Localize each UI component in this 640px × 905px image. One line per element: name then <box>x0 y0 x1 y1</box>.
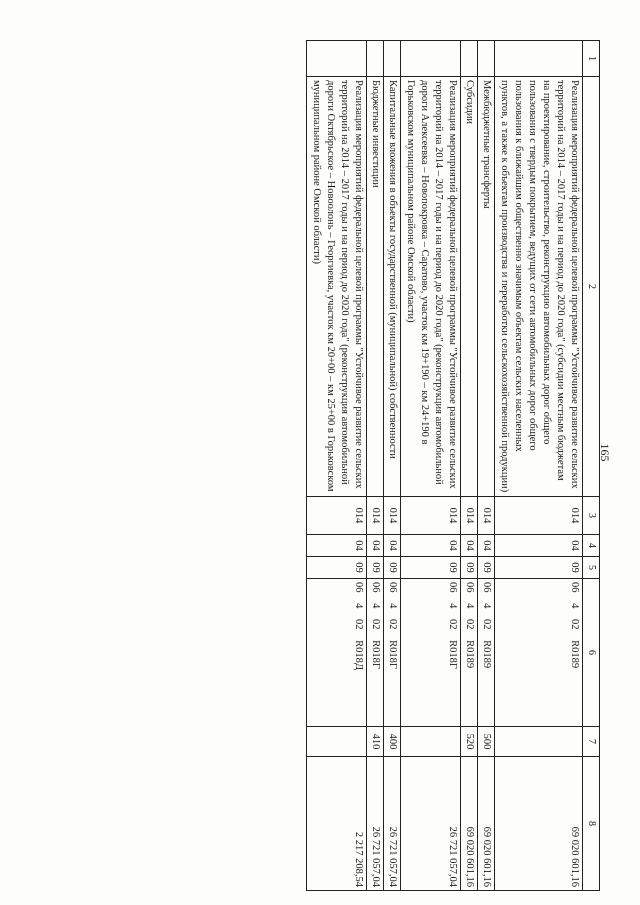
section-code-cell: 04 <box>495 535 583 557</box>
section-code-cell: 04 <box>461 535 478 557</box>
header-cell: 4 <box>583 535 600 557</box>
item-name-cell: Реализация мероприятий федеральной целевой программы "Устойчивое развитие сельских территорий на 2014 – 2017 годы и на период до 2020 года" (субсидии местным бюджетам на проектирование, строительство, реконструкцию автомобильных дорог общего пользования с твердым покрытием, ведущих от сети автомобильных дорог общего пользования к ближайшим общественно значимым объектам сельских населенных пунктов, а также к объектам производства и переработки сельскохозяйственной продукции) <box>495 77 583 497</box>
amount-cell: 69 020 601,16 <box>478 757 495 891</box>
header-cell: 7 <box>583 727 600 757</box>
section-code-cell: 04 <box>384 535 401 557</box>
table-row <box>495 41 583 891</box>
section-code-cell: 04 <box>478 535 495 557</box>
amount-cell: 26 721 057,04 <box>401 757 461 891</box>
amount-cell: 26 721 057,04 <box>367 757 384 891</box>
expense-type-cell: 400 <box>384 727 401 757</box>
ministry-code-cell: 014 <box>478 497 495 535</box>
expense-type-cell <box>307 727 367 757</box>
rotated-sheet <box>60 0 620 905</box>
section-code-cell: 04 <box>367 535 384 557</box>
header-cell: 3 <box>583 497 600 535</box>
row-number-cell <box>478 41 495 77</box>
header-cell: 2 <box>583 77 600 497</box>
target-article-cell: 06 4 02 R018Г <box>384 579 401 727</box>
table-row <box>384 41 401 891</box>
budget-table <box>306 40 600 891</box>
table-row <box>307 41 367 891</box>
amount-cell: 26 721 057,04 <box>384 757 401 891</box>
ministry-code-cell: 014 <box>384 497 401 535</box>
table-row <box>478 41 495 891</box>
item-name-cell: Бюджетные инвестиции <box>367 77 384 497</box>
target-article-cell: 06 4 02 R018Д <box>307 579 367 727</box>
header-cell: 6 <box>583 579 600 727</box>
table-row <box>401 41 461 891</box>
amount-cell: 69 020 601,16 <box>461 757 478 891</box>
amount-cell: 2 217 208,54 <box>307 757 367 891</box>
header-cell: 5 <box>583 557 600 579</box>
ministry-code-cell: 014 <box>401 497 461 535</box>
expense-type-cell <box>401 727 461 757</box>
ministry-code-cell: 014 <box>495 497 583 535</box>
item-name-cell: Субсидии <box>461 77 478 497</box>
subsection-code-cell: 09 <box>384 557 401 579</box>
table-row <box>461 41 478 891</box>
row-number-cell <box>384 41 401 77</box>
target-article-cell: 06 4 02 R0189 <box>495 579 583 727</box>
item-name-cell: Реализация мероприятий федеральной целевой программы "Устойчивое развитие сельских территорий на 2014 – 2017 годы и на период до 2020 года" (реконструкция автомобильной дороги Алексеевка – Новопокровка – Саратово, участок км 19+190 – км 24+190 в Горьковском муниципальном районе Омской области) <box>401 77 461 497</box>
section-code-cell: 04 <box>307 535 367 557</box>
subsection-code-cell: 09 <box>478 557 495 579</box>
expense-type-cell: 520 <box>461 727 478 757</box>
item-name-cell: Межбюджетные трансферты <box>478 77 495 497</box>
subsection-code-cell: 09 <box>461 557 478 579</box>
subsection-code-cell: 09 <box>401 557 461 579</box>
page-number: 165 <box>598 443 612 462</box>
subsection-code-cell: 09 <box>495 557 583 579</box>
expense-type-cell <box>495 727 583 757</box>
subsection-code-cell: 09 <box>307 557 367 579</box>
target-article-cell: 06 4 02 R0189 <box>461 579 478 727</box>
header-cell: 1 <box>583 41 600 77</box>
ministry-code-cell: 014 <box>461 497 478 535</box>
ministry-code-cell: 014 <box>367 497 384 535</box>
header-row <box>583 41 600 891</box>
row-number-cell <box>495 41 583 77</box>
amount-cell: 69 020 601,16 <box>495 757 583 891</box>
target-article-cell: 06 4 02 R018Г <box>367 579 384 727</box>
section-code-cell: 04 <box>401 535 461 557</box>
expense-type-cell: 410 <box>367 727 384 757</box>
item-name-cell: Капитальные вложения в объекты государственной (муниципальной) собственности <box>384 77 401 497</box>
header-cell: 8 <box>583 757 600 891</box>
subsection-code-cell: 09 <box>367 557 384 579</box>
row-number-cell <box>307 41 367 77</box>
table-row <box>367 41 384 891</box>
row-number-cell <box>461 41 478 77</box>
expense-type-cell: 500 <box>478 727 495 757</box>
row-number-cell <box>401 41 461 77</box>
target-article-cell: 06 4 02 R0189 <box>478 579 495 727</box>
row-number-cell <box>367 41 384 77</box>
target-article-cell: 06 4 02 R018Г <box>401 579 461 727</box>
ministry-code-cell: 014 <box>307 497 367 535</box>
item-name-cell: Реализация мероприятий федеральной целевой программы "Устойчивое развитие сельских территорий на 2014 – 2017 годы и на период до 2020 года" (реконструкция автомобильной дороги Октябрьское – Новоолонь – Георгиевка, участок км 20+00 – км 25+00 в Горьковском муниципальном районе Омской области) <box>307 77 367 497</box>
